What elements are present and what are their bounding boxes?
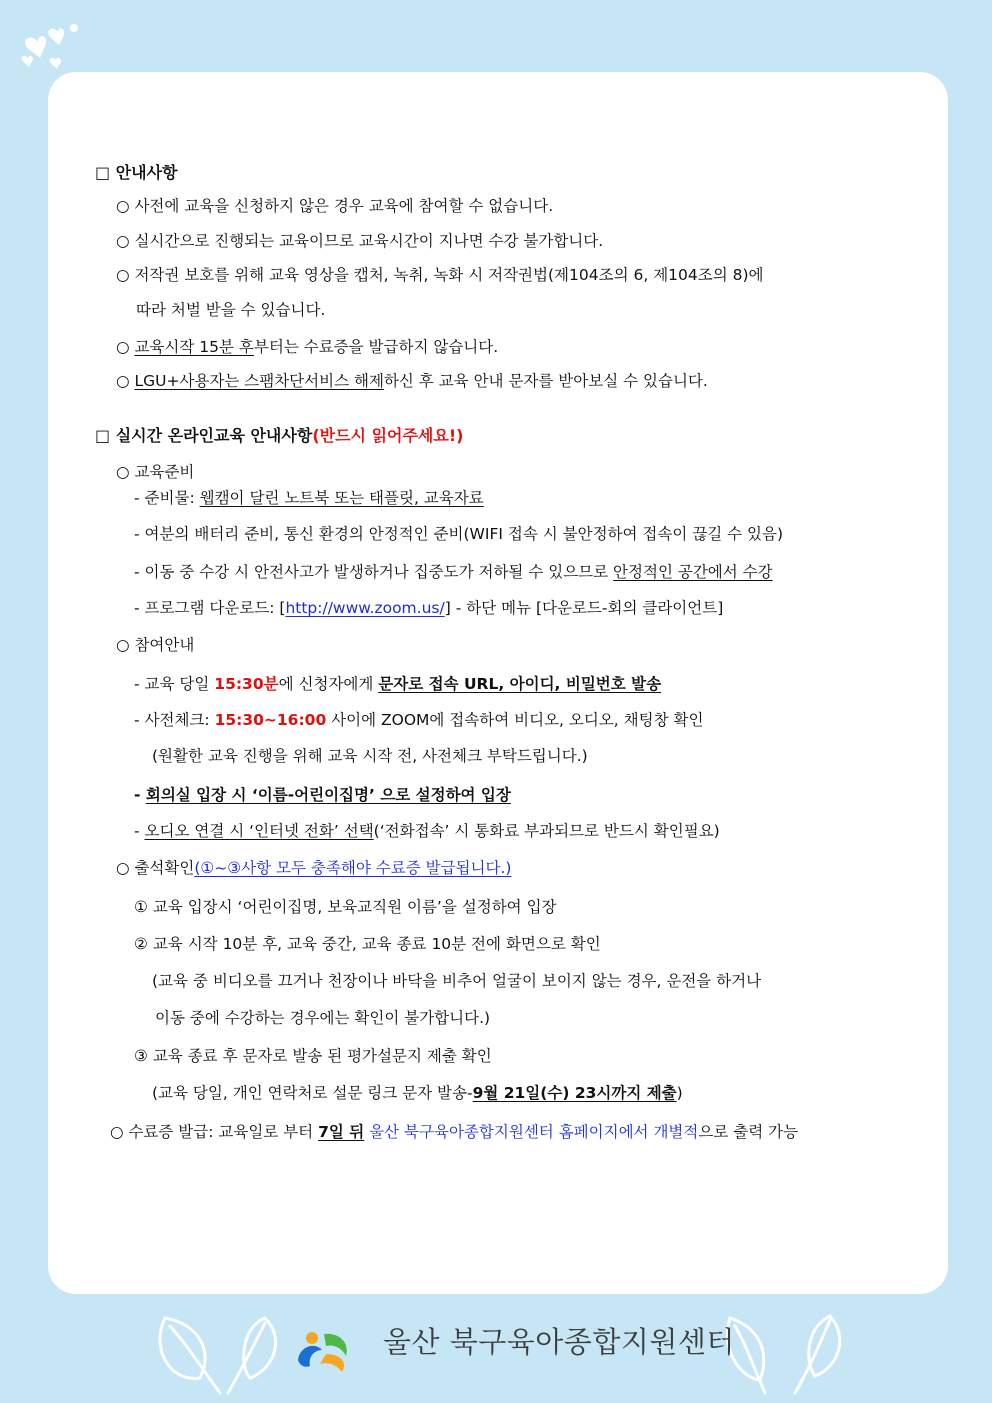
section1-item-4: ○ 교육시작 15분 후부터는 수료증을 발급하지 않습니다. bbox=[116, 338, 499, 356]
attend-cond-3-note: (교육 당일, 개인 연락처로 설문 링크 문자 발송-9월 21일(수) 23시까지 제출) bbox=[152, 1084, 683, 1102]
attend-cond-3: ③ 교육 종료 후 문자로 발송 된 평가설문지 제출 확인 bbox=[134, 1047, 492, 1065]
join-line-3: (원활한 교육 진행을 위해 교육 시작 전, 사전체크 부탁드립니다.) bbox=[152, 747, 588, 765]
section1-item-3-cont: 따라 처벌 받을 수 있습니다. bbox=[136, 301, 326, 319]
prep-title: ○ 교육준비 bbox=[116, 463, 195, 481]
join-line-5: - 오디오 연결 시 ‘인터넷 전화’ 선택(‘전화접속’ 시 통화료 부과되므로 반드시 확인필요) bbox=[134, 822, 720, 840]
join-line-1: - 교육 당일 15:30분에 신청자에게 문자로 접속 URL, 아이디, 비밀번호 발송 bbox=[134, 675, 662, 693]
prep-line-3: - 이동 중 수강 시 안전사고가 발생하거나 집중도가 저하될 수 있으므로 안정적인 공간에서 수강 bbox=[134, 563, 773, 581]
attend-cond-1: ① 교육 입장시 ‘어린이집명, 보육교직원 이름’을 설정하여 입장 bbox=[134, 898, 557, 916]
attend-cond-2-note-1: (교육 중 비디오를 끄거나 천장이나 바닥을 비추어 얼굴이 보이지 않는 경우, 운전을 하거나 bbox=[152, 972, 762, 990]
section1-item-1: ○ 사전에 교육을 신청하지 않은 경우 교육에 참여할 수 없습니다. bbox=[116, 197, 554, 215]
hearts-decoration-icon bbox=[14, 14, 84, 74]
join-line-2: - 사전체크: 15:30~16:00 사이에 ZOOM에 접속하여 비디오, 오디오, 채팅창 확인 bbox=[134, 711, 704, 729]
attend-cond-2-note-2: 이동 중에 수강하는 경우에는 확인이 불가합니다.) bbox=[155, 1009, 491, 1027]
section1-item-5: ○ LGU+사용자는 스팸차단서비스 해제하신 후 교육 안내 문자를 받아보실 수 있습니다. bbox=[116, 372, 708, 390]
prep-line-2: - 여분의 배터리 준비, 통신 환경의 안정적인 준비(WIFI 접속 시 불안정하여 접속이 끊길 수 있음) bbox=[134, 525, 784, 543]
section1-heading: □ 안내사항 bbox=[95, 163, 178, 182]
zoom-download-link[interactable]: http://www.zoom.us/ bbox=[285, 599, 445, 617]
prep-line-1: - 준비물: 웹캠이 달린 노트북 또는 태플릿, 교육자료 bbox=[134, 489, 484, 507]
prep-line-4: - 프로그램 다운로드: [http://www.zoom.us/] - 하단 메뉴 [다운로드-회의 클라이언트] bbox=[134, 599, 724, 617]
section1-item-2: ○ 실시간으로 진행되는 교육이므로 교육시간이 지나면 수강 불가합니다. bbox=[116, 232, 604, 250]
section1-item-3: ○ 저작권 보호를 위해 교육 영상을 캡처, 녹취, 녹화 시 저작권법(제104조의 6, 제104조의 8)에 bbox=[116, 266, 764, 284]
join-line-4: - 회의실 입장 시 ‘이름-어린이집명’ 으로 설정하여 입장 bbox=[134, 786, 511, 804]
attend-cond-2: ② 교육 시작 10분 후, 교육 중간, 교육 종료 10분 전에 화면으로 확인 bbox=[134, 935, 601, 953]
join-title: ○ 참여안내 bbox=[116, 636, 195, 654]
org-name: 울산 북구육아종합지원센터 bbox=[383, 1325, 735, 1359]
section2-heading: □ 실시간 온라인교육 안내사항(반드시 읽어주세요!) bbox=[95, 426, 464, 445]
certificate-info: ○ 수료증 발급: 교육일로 부터 7일 뒤 울산 북구육아종합지원센터 홈페이지에서 개별적으로 출력 가능 bbox=[110, 1123, 799, 1141]
attend-title: ○ 출석확인(①~③사항 모두 충족해야 수료증 발급됩니다.) bbox=[116, 859, 512, 877]
